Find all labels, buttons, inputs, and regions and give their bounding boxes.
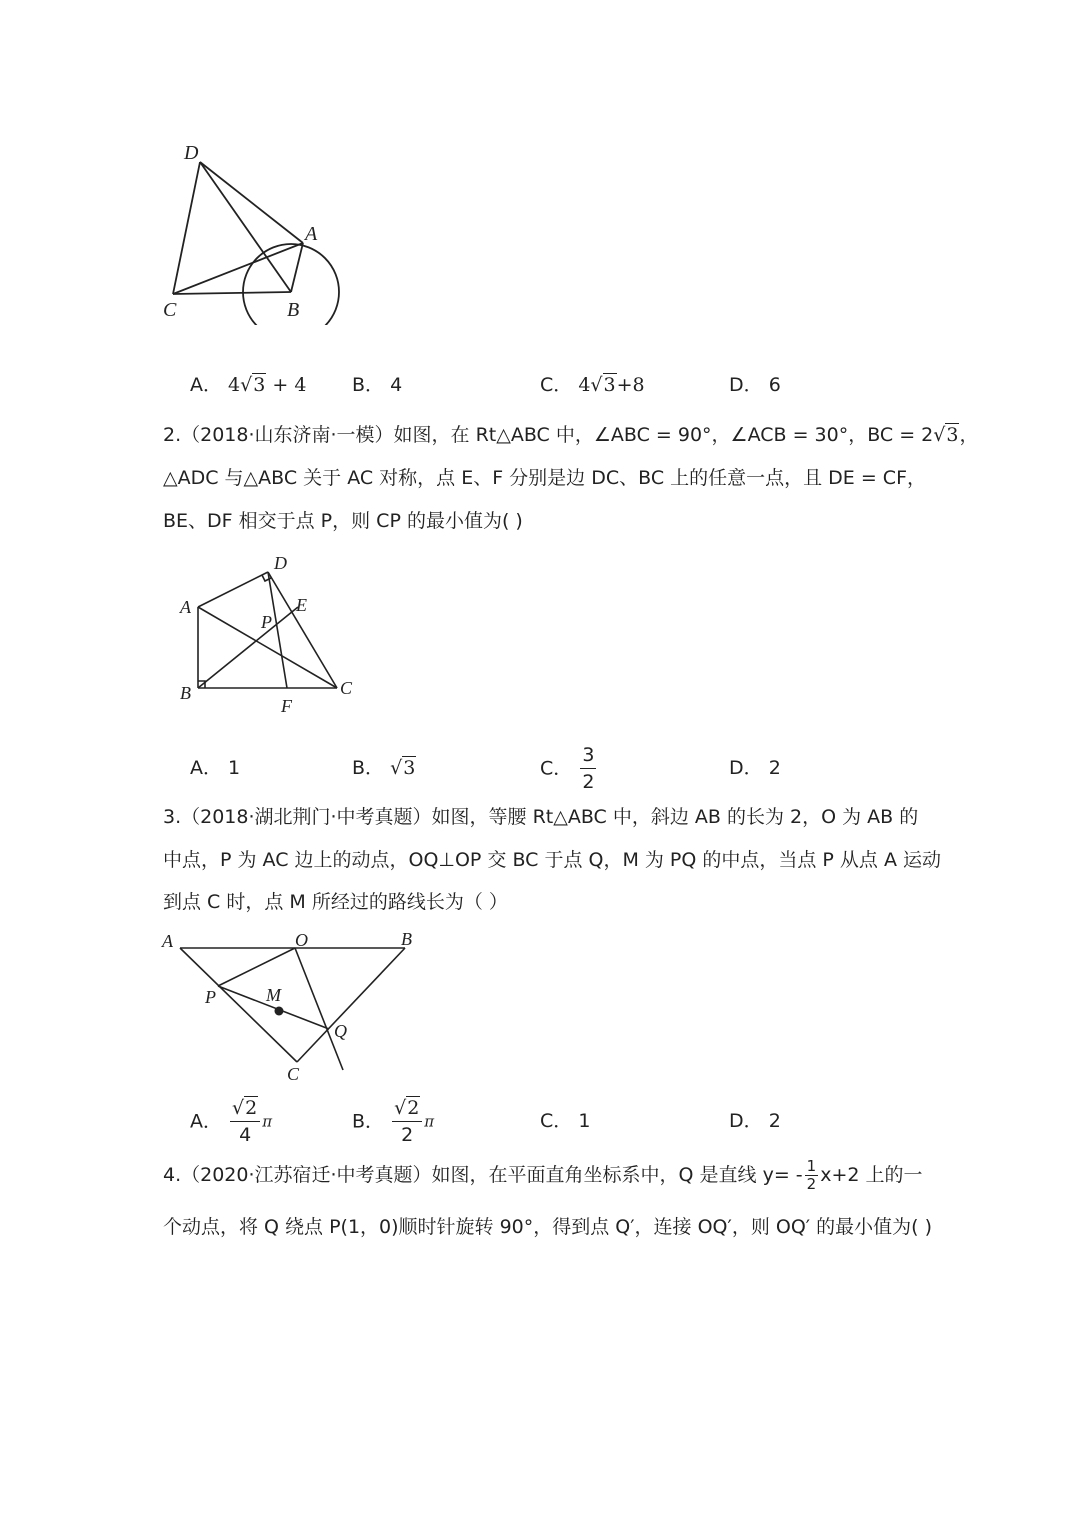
segment-bc [297,948,405,1062]
q2-option-a[interactable]: A． 1 [190,757,241,779]
label-d: D [184,142,199,164]
label-b: B [180,683,191,703]
segment-be [198,607,298,688]
q1-option-a[interactable]: A． 4√3 + 4 [190,374,307,396]
q3-option-d[interactable]: D． 2 [729,1110,781,1132]
segment-oq-extended [295,948,343,1070]
q1-option-d[interactable]: D． 6 [729,374,781,396]
sqrt-symbol: √3 [590,374,616,396]
sqrt-symbol: √2 [232,1097,258,1119]
label-p: P [205,987,216,1007]
segment-da [200,162,303,243]
segment-op [218,948,295,986]
q3-option-c[interactable]: C． 1 [540,1110,591,1132]
segment-ad [198,572,268,607]
q2-option-d[interactable]: D． 2 [729,757,781,779]
q2-option-b[interactable]: B． √3 [352,757,416,779]
q1-option-c[interactable]: C． 4√3+8 [540,374,645,396]
figure-2 [170,548,370,718]
figure-1 [150,135,360,325]
label-q: Q [334,1021,347,1041]
label-m: M [266,985,281,1005]
point-m [275,1007,284,1016]
segment-dc [268,572,337,688]
q2-option-c[interactable]: C． $\frac{3}{2}$ [540,744,595,793]
sqrt-symbol: √3 [240,374,266,396]
sqrt-symbol: √3 [390,757,416,779]
segment-ca [173,243,303,294]
figure-3 [155,922,425,1087]
label-a: A [180,597,191,617]
label-o: O [295,930,308,950]
label-c: C [340,678,353,698]
q4-line-1: 4.（2020·江苏宿迁·中考真题）如图，在平面直角坐标系中，Q 是直线 y= - $\frac{1}{2}$ x+2 上的一 [163,1157,923,1193]
segment-ac [180,948,297,1062]
fraction: $\frac{1}{2}$ [806,1157,817,1193]
label-e: E [296,595,307,615]
q3-line-1: 3.（2018·湖北荆门·中考真题）如图，等腰 Rt△ABC 中，斜边 AB 的长为 2，O 为 AB 的 [163,806,919,828]
label-c: C [287,1064,300,1084]
q3-line-2: 中点，P 为 AC 边上的动点，OQ⊥OP 交 BC 于点 Q，M 为 PQ 的中点，当点 P 从点 A 运动 [163,849,941,871]
label-c: C [163,299,177,321]
q1-option-b[interactable]: B． 4 [352,374,403,396]
q4-line-2: 个动点，将 Q 绕点 P(1，0)顺时针旋转 90°，得到点 Q′，连接 OQ′，则 OQ′ 的最小值为( ) [163,1216,932,1238]
label-b: B [287,299,300,321]
fraction: $\frac{√2}{4}$ [230,1095,260,1148]
q2-line-3: BE、DF 相交于点 P，则 CP 的最小值为( ) [163,510,523,532]
segment-cb [173,292,291,294]
fraction: $\frac{√2}{2}$ [392,1095,422,1148]
segment-dc [173,162,200,294]
label-b: B [401,929,412,949]
label-f: F [281,696,292,716]
q2-line-1: 2.（2018·山东济南·一模）如图，在 Rt△ABC 中，∠ABC = 90°，∠ACB = 30°，BC = 2√3， [163,424,979,446]
q3-line-3: 到点 C 时，点 M 所经过的路线长为（ ） [163,891,508,913]
segment-ab [291,243,303,292]
q2-line-2: △ADC 与△ABC 关于 AC 对称，点 E、F 分别是边 DC、BC 上的任意一点，且 DE = CF， [163,467,926,489]
label-a: A [162,931,173,951]
sqrt-symbol: √2 [394,1097,420,1119]
label-d: D [274,553,287,573]
label-p: P [261,612,272,632]
sqrt-symbol: √3 [933,424,959,446]
q3-option-b[interactable]: B． $\frac{√2}{2}$ π [352,1097,435,1146]
q3-option-a[interactable]: A． $\frac{√2}{4}$ π [190,1097,273,1146]
fraction: $\frac{3}{2}$ [582,744,595,793]
segment-db [200,162,291,292]
label-a: A [305,223,318,245]
